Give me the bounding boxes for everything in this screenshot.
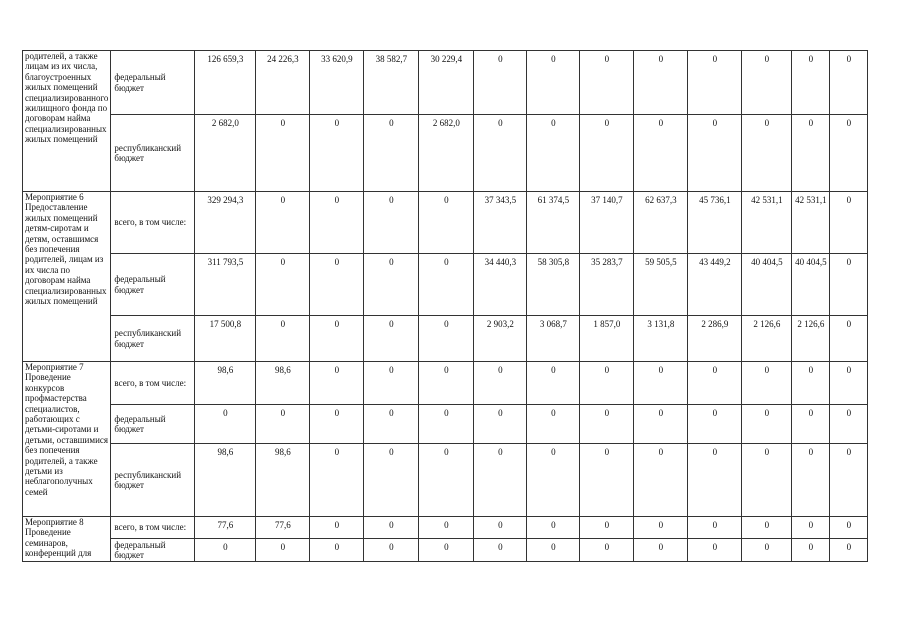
value-cell: 0 [419,254,474,316]
table-row [23,192,868,254]
value-cell: 0 [830,405,868,444]
value-cell: 0 [742,517,792,539]
value-cell: 0 [830,115,868,192]
event-cell: Мероприятие 7 Проведение конкурсов профмастерства специалистов, работающих с детьми-сиротами и детьми, оставшимися без попечения родителей, а также детьми из неблагополучных семей [23,362,111,517]
value-cell: 0 [310,444,364,517]
value-cell: 0 [830,51,868,115]
value-cell: 0 [310,192,364,254]
value-cell: 0 [580,362,634,405]
value-cell: 3 068,7 [527,316,580,362]
value-cell: 0 [527,517,580,539]
funding-source-cell: всего, в том числе: [111,362,195,405]
value-cell: 0 [634,51,688,115]
value-cell: 62 637,3 [634,192,688,254]
value-cell: 98,6 [256,444,310,517]
value-cell: 30 229,4 [419,51,474,115]
value-cell: 329 294,3 [195,192,256,254]
budget-table-page [22,50,868,562]
funding-source-cell: федеральный бюджет [111,539,195,562]
value-cell: 37 343,5 [474,192,527,254]
value-cell: 0 [580,517,634,539]
value-cell: 0 [688,362,742,405]
value-cell: 0 [830,362,868,405]
value-cell: 0 [742,51,792,115]
table-row [23,51,868,115]
value-cell: 0 [634,539,688,562]
value-cell: 0 [310,362,364,405]
value-cell: 0 [580,444,634,517]
table-row [23,444,868,517]
value-cell: 0 [256,192,310,254]
value-cell: 0 [580,115,634,192]
value-cell: 0 [742,444,792,517]
value-cell: 0 [256,539,310,562]
value-cell: 0 [364,517,419,539]
value-cell: 37 140,7 [580,192,634,254]
value-cell: 2 682,0 [419,115,474,192]
value-cell: 0 [256,254,310,316]
value-cell: 61 374,5 [527,192,580,254]
value-cell: 0 [310,316,364,362]
event-cell: Мероприятие 6 Предоставление жилых помещений детям-сиротам и детям, оставшимся без попечения родителей, лицам из их числа по договорам найма специализированных жилых помещений [23,192,111,362]
value-cell: 0 [310,405,364,444]
value-cell: 45 736,1 [688,192,742,254]
value-cell: 0 [256,405,310,444]
funding-source-cell: республиканский бюджет [111,115,195,192]
value-cell: 0 [419,405,474,444]
table-row [23,517,868,539]
value-cell: 0 [364,539,419,562]
value-cell: 0 [688,539,742,562]
value-cell: 0 [634,517,688,539]
value-cell: 0 [474,51,527,115]
funding-source-cell: всего, в том числе: [111,192,195,254]
value-cell: 2 126,6 [742,316,792,362]
table-row [23,115,868,192]
table-row [23,362,868,405]
value-cell: 0 [830,539,868,562]
value-cell: 0 [830,192,868,254]
value-cell: 0 [792,362,830,405]
value-cell: 77,6 [256,517,310,539]
value-cell: 0 [688,115,742,192]
value-cell: 0 [792,517,830,539]
value-cell: 2 126,6 [792,316,830,362]
value-cell: 0 [742,405,792,444]
value-cell: 59 505,5 [634,254,688,316]
funding-source-cell: республиканский бюджет [111,316,195,362]
value-cell: 0 [742,115,792,192]
value-cell: 33 620,9 [310,51,364,115]
value-cell: 0 [310,517,364,539]
funding-source-cell: всего, в том числе: [111,517,195,539]
value-cell: 0 [527,539,580,562]
value-cell: 0 [195,539,256,562]
table-row [23,405,868,444]
value-cell: 0 [792,51,830,115]
value-cell: 0 [419,362,474,405]
value-cell: 0 [364,254,419,316]
table-row [23,254,868,316]
value-cell: 0 [527,405,580,444]
value-cell: 34 440,3 [474,254,527,316]
value-cell: 0 [634,444,688,517]
value-cell: 35 283,7 [580,254,634,316]
value-cell: 2 286,9 [688,316,742,362]
value-cell: 0 [830,316,868,362]
value-cell: 77,6 [195,517,256,539]
event-cell: родителей, а также лицам из их числа, благоустроенных жилых помещений специализированного жилищного фонда по договорам найма специализированных жилых помещений [23,51,111,192]
funding-source-cell: республиканский бюджет [111,444,195,517]
value-cell: 0 [419,444,474,517]
value-cell: 0 [474,444,527,517]
value-cell: 0 [364,115,419,192]
value-cell: 0 [527,362,580,405]
value-cell: 1 857,0 [580,316,634,362]
value-cell: 0 [310,539,364,562]
value-cell: 0 [256,115,310,192]
value-cell: 0 [527,115,580,192]
value-cell: 0 [580,405,634,444]
value-cell: 0 [830,444,868,517]
value-cell: 0 [580,51,634,115]
value-cell: 98,6 [256,362,310,405]
value-cell: 0 [310,115,364,192]
value-cell: 0 [742,539,792,562]
value-cell: 0 [364,444,419,517]
value-cell: 0 [742,362,792,405]
value-cell: 0 [527,51,580,115]
value-cell: 17 500,8 [195,316,256,362]
value-cell: 0 [634,362,688,405]
value-cell: 0 [364,316,419,362]
value-cell: 0 [310,254,364,316]
table-row [23,539,868,562]
value-cell: 0 [634,405,688,444]
value-cell: 42 531,1 [792,192,830,254]
value-cell: 2 903,2 [474,316,527,362]
value-cell: 0 [364,405,419,444]
value-cell: 3 131,8 [634,316,688,362]
value-cell: 0 [527,444,580,517]
value-cell: 40 404,5 [792,254,830,316]
value-cell: 0 [792,539,830,562]
value-cell: 0 [474,115,527,192]
value-cell: 0 [792,115,830,192]
value-cell: 98,6 [195,444,256,517]
value-cell: 58 305,8 [527,254,580,316]
value-cell: 43 449,2 [688,254,742,316]
funding-source-cell: федеральный бюджет [111,405,195,444]
value-cell: 0 [688,517,742,539]
value-cell: 0 [688,51,742,115]
value-cell: 0 [419,192,474,254]
value-cell: 0 [419,316,474,362]
value-cell: 2 682,0 [195,115,256,192]
value-cell: 311 793,5 [195,254,256,316]
value-cell: 98,6 [195,362,256,405]
value-cell: 0 [474,539,527,562]
funding-source-cell: федеральный бюджет [111,254,195,316]
value-cell: 0 [830,517,868,539]
budget-table [22,50,868,562]
value-cell: 0 [792,444,830,517]
value-cell: 0 [792,405,830,444]
table-row [23,316,868,362]
value-cell: 0 [580,539,634,562]
value-cell: 40 404,5 [742,254,792,316]
value-cell: 0 [830,254,868,316]
value-cell: 0 [688,444,742,517]
value-cell: 0 [474,517,527,539]
funding-source-cell: федеральный бюджет [111,51,195,115]
value-cell: 0 [474,362,527,405]
value-cell: 0 [688,405,742,444]
value-cell: 0 [195,405,256,444]
value-cell: 0 [364,192,419,254]
value-cell: 0 [419,539,474,562]
value-cell: 42 531,1 [742,192,792,254]
value-cell: 38 582,7 [364,51,419,115]
event-cell: Мероприятие 8 Проведение семинаров, конференций для [23,517,111,562]
value-cell: 0 [474,405,527,444]
value-cell: 0 [634,115,688,192]
value-cell: 0 [364,362,419,405]
value-cell: 24 226,3 [256,51,310,115]
value-cell: 0 [256,316,310,362]
table-body [23,51,868,562]
value-cell: 0 [419,517,474,539]
value-cell: 126 659,3 [195,51,256,115]
